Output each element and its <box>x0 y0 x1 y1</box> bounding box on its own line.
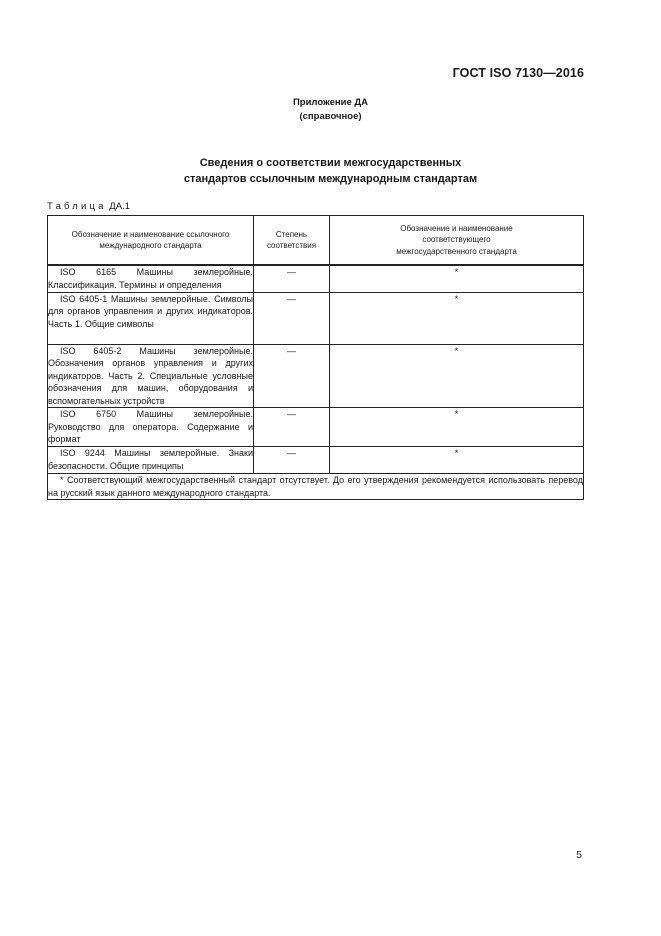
degree-cell: — <box>254 447 330 474</box>
national-standard-cell: * <box>330 344 584 408</box>
header-ref-line-2: международного стандарта <box>99 241 202 250</box>
header-ref-line-1: Обозначение и наименование ссылочного <box>71 229 230 239</box>
reference-standard-cell: ISO 6405-2 Машины землеройные. Обозначения органов управления и других индикаторов. Часть 2. Специальные условные обозначения для машин, оборудования и вспомогательных устройств <box>48 345 253 406</box>
reference-standard-cell: ISO 6750 Машины землеройные. Руководство для оператора. Содержание и формат <box>48 408 254 447</box>
table-row <box>48 344 584 408</box>
table-row <box>48 408 584 447</box>
national-standard-cell: * <box>330 265 584 292</box>
reference-standard-cell: ISO 6165 Машины землеройные. Классификация. Термины и определения <box>48 265 254 292</box>
header-national-line-1: Обозначение и наименование <box>400 223 513 233</box>
table-caption-number: ДА.1 <box>109 201 130 212</box>
reference-standard-cell: ISO 6405-1 Машины землеройные. Символы для органов управления и других индикаторов. Часть 1. Общие символы <box>48 292 254 344</box>
table-footnote: * Соответствующий межгосударственный стандарт отсутствует. До его утверждения рекомендуется использовать перевод на русский язык данного международного стандарта. <box>48 475 583 498</box>
table-header-row <box>48 216 584 266</box>
section-title-line-2: стандартов ссылочным международным стандартам <box>183 173 478 185</box>
annex-subtitle: (справочное) <box>299 111 362 122</box>
header-degree <box>254 216 330 266</box>
national-standard-cell: * <box>330 447 584 474</box>
table-row <box>48 292 584 344</box>
degree-cell: — <box>254 344 330 408</box>
header-national-line-3: межгосударственного стандарта <box>396 246 517 256</box>
document-code: ГОСТ ISO 7130—2016 <box>452 66 584 80</box>
section-title <box>0 155 661 187</box>
national-standard-cell: * <box>330 408 584 447</box>
table-footnote-row <box>48 474 584 500</box>
table-row <box>48 265 584 292</box>
header-degree-line-1: Степень <box>275 229 308 239</box>
header-national-line-2: соответствующего <box>422 235 491 245</box>
table-row <box>48 447 584 474</box>
degree-cell: — <box>254 408 330 447</box>
header-degree-line-2: соответствия <box>266 241 317 250</box>
page-number: 5 <box>576 849 582 861</box>
section-title-line-1: Сведения о соответствии межгосударственных <box>199 157 462 169</box>
table-caption <box>47 201 130 212</box>
table-caption-word: Таблица <box>47 201 107 212</box>
header-national-standard <box>330 216 584 266</box>
annex-title: Приложение ДА <box>292 97 369 108</box>
degree-cell: — <box>254 292 330 344</box>
degree-cell: — <box>254 265 330 292</box>
annex-heading <box>0 96 661 124</box>
correspondence-table <box>47 215 584 500</box>
national-standard-cell: * <box>330 292 584 344</box>
reference-standard-cell: ISO 9244 Машины землеройные. Знаки безопасности. Общие принципы <box>48 447 254 474</box>
header-reference-standard <box>48 216 254 266</box>
